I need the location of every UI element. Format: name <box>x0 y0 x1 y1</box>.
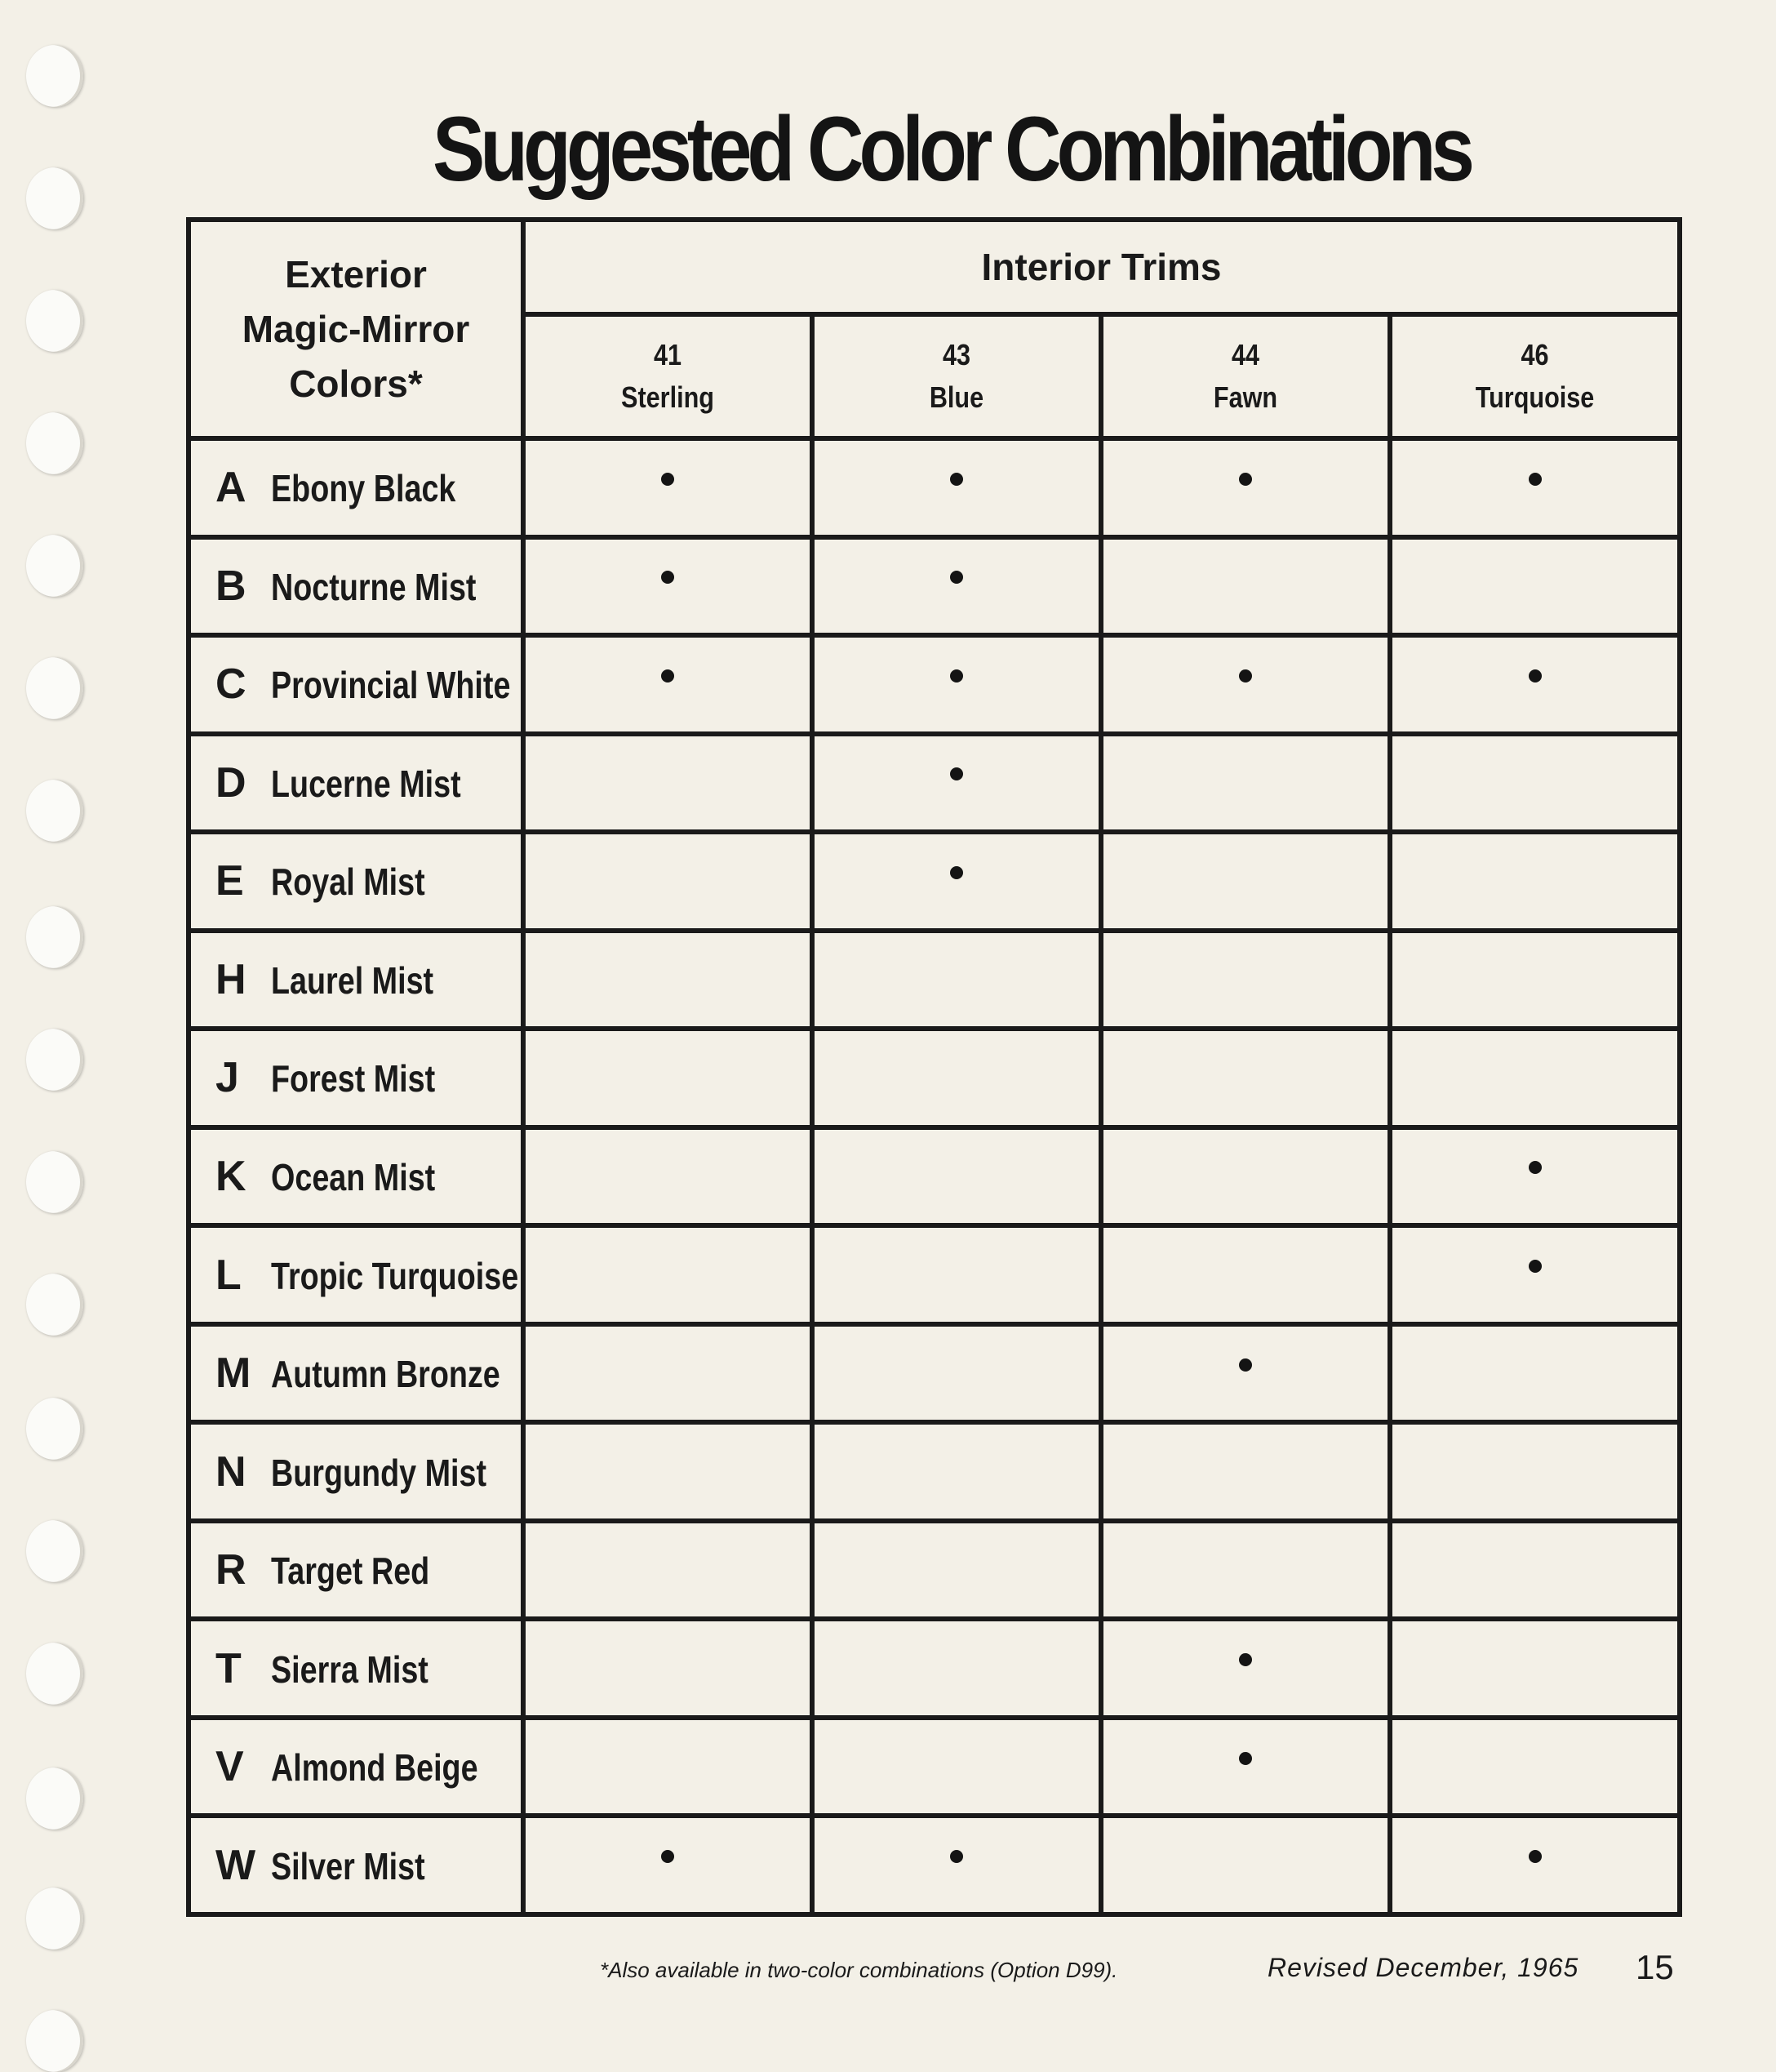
exterior-color-cell <box>189 1225 523 1324</box>
trim-code: 41 <box>653 338 682 371</box>
combination-cell <box>812 1127 1101 1226</box>
color-code: J <box>215 1054 239 1102</box>
combination-cell <box>523 635 812 734</box>
combination-cell <box>1101 1718 1390 1816</box>
color-code: R <box>215 1546 246 1594</box>
exterior-color-cell <box>189 635 523 734</box>
combination-cell <box>812 1225 1101 1324</box>
exterior-color-cell <box>189 1816 523 1914</box>
exterior-color-cell <box>189 1324 523 1423</box>
binder-hole <box>26 1029 83 1091</box>
combination-cell <box>812 1619 1101 1718</box>
combination-cell <box>812 734 1101 833</box>
binder-hole <box>26 1151 83 1213</box>
combination-cell <box>523 1521 812 1620</box>
page-title <box>131 96 1658 202</box>
color-name: Provincial White <box>271 664 511 707</box>
color-code: C <box>215 660 246 709</box>
combination-cell <box>523 1127 812 1226</box>
combination-cell <box>1390 1521 1680 1620</box>
available-dot-icon <box>1239 1358 1252 1372</box>
available-dot-icon <box>1239 473 1252 486</box>
binder-hole <box>26 167 83 229</box>
binder-hole <box>26 657 83 719</box>
table-row <box>189 1127 1680 1226</box>
color-name: Laurel Mist <box>271 958 434 1002</box>
combination-cell <box>1390 537 1680 636</box>
trim-name: Fawn <box>1213 380 1278 414</box>
table-row <box>189 1816 1680 1914</box>
binder-hole <box>26 1643 83 1705</box>
color-code: H <box>215 955 246 1003</box>
color-name: Nocturne Mist <box>271 565 477 608</box>
binder-hole <box>26 1887 83 1950</box>
page-number: 15 <box>1636 1948 1674 1986</box>
binder-hole <box>26 906 83 968</box>
table-row <box>189 537 1680 636</box>
table-row <box>189 1718 1680 1816</box>
trim-name: Turquoise <box>1475 380 1595 414</box>
color-combination-table <box>186 217 1682 1917</box>
table-row <box>189 1619 1680 1718</box>
corner-header-line: Magic-Mirror <box>242 307 470 350</box>
combination-cell <box>1101 931 1390 1029</box>
combination-cell <box>1390 832 1680 931</box>
combination-cell <box>523 832 812 931</box>
table-row <box>189 1029 1680 1127</box>
combination-cell <box>523 438 812 537</box>
combination-cell <box>812 931 1101 1029</box>
table-row <box>189 1225 1680 1324</box>
available-dot-icon <box>1529 1260 1542 1273</box>
combination-cell <box>1390 1127 1680 1226</box>
color-name: Royal Mist <box>271 860 425 904</box>
binder-hole <box>26 412 83 474</box>
exterior-color-cell <box>189 931 523 1029</box>
color-name: Autumn Bronze <box>271 1353 500 1396</box>
color-code: E <box>215 857 244 905</box>
binder-hole <box>26 1398 83 1460</box>
combination-cell <box>523 1029 812 1127</box>
combination-cell <box>812 1521 1101 1620</box>
combination-cell <box>523 931 812 1029</box>
color-name: Ocean Mist <box>271 1155 436 1198</box>
combination-cell <box>812 832 1101 931</box>
combination-cell <box>1101 832 1390 931</box>
available-dot-icon <box>950 866 963 879</box>
exterior-color-cell <box>189 832 523 931</box>
available-dot-icon <box>661 473 674 486</box>
color-name: Ebony Black <box>271 467 456 510</box>
table-row <box>189 438 1680 537</box>
available-dot-icon <box>1529 669 1542 683</box>
trim-header-43 <box>812 314 1101 438</box>
binder-hole <box>26 1767 83 1830</box>
footnote: *Also available in two-color combinations (Option D99). <box>600 1958 1118 1982</box>
combination-cell <box>1101 1324 1390 1423</box>
color-name: Forest Mist <box>271 1057 436 1100</box>
combination-cell <box>812 438 1101 537</box>
binder-hole <box>26 45 83 107</box>
trim-header-46 <box>1390 314 1680 438</box>
color-code: M <box>215 1349 251 1398</box>
color-code: N <box>215 1447 246 1496</box>
binder-holes <box>0 0 106 2071</box>
color-code: A <box>215 464 246 512</box>
revision-date: Revised December, 1965 <box>1268 1953 1579 1982</box>
combination-cell <box>1101 1422 1390 1521</box>
color-code: V <box>215 1743 244 1791</box>
binder-hole <box>26 535 83 597</box>
exterior-color-cell <box>189 537 523 636</box>
binder-hole <box>26 1274 83 1336</box>
exterior-color-cell <box>189 1718 523 1816</box>
binder-hole <box>26 1520 83 1582</box>
available-dot-icon <box>661 1850 674 1863</box>
available-dot-icon <box>1239 1752 1252 1765</box>
available-dot-icon <box>950 669 963 683</box>
available-dot-icon <box>1529 473 1542 486</box>
combination-cell <box>1390 1422 1680 1521</box>
corner-header-line: Colors* <box>289 362 423 405</box>
binder-hole <box>26 2010 83 2072</box>
combination-cell <box>523 1619 812 1718</box>
corner-header-line: Exterior <box>285 252 427 296</box>
exterior-color-cell <box>189 1127 523 1226</box>
combination-cell <box>1390 1816 1680 1914</box>
combination-cell <box>1390 1619 1680 1718</box>
exterior-color-cell <box>189 1422 523 1521</box>
binder-hole <box>26 780 83 842</box>
combination-cell <box>1101 1127 1390 1226</box>
combination-cell <box>523 1718 812 1816</box>
color-code: D <box>215 758 246 807</box>
table-row <box>189 1324 1680 1423</box>
available-dot-icon <box>950 473 963 486</box>
combination-cell <box>1101 1521 1390 1620</box>
color-name: Burgundy Mist <box>271 1451 487 1494</box>
combination-cell <box>523 1225 812 1324</box>
trim-header-44 <box>1101 314 1390 438</box>
color-code: K <box>215 1152 246 1200</box>
combination-cell <box>1101 1225 1390 1324</box>
color-name: Sierra Mist <box>271 1647 428 1691</box>
color-code: B <box>215 562 246 610</box>
trim-name: Blue <box>929 380 984 414</box>
combination-cell <box>1101 1816 1390 1914</box>
combination-cell <box>1390 635 1680 734</box>
trim-code: 46 <box>1521 338 1549 371</box>
combination-cell <box>812 1029 1101 1127</box>
table-body <box>189 438 1680 1914</box>
combination-cell <box>1390 734 1680 833</box>
trim-header-41 <box>523 314 812 438</box>
interior-trims-header: Interior Trims <box>523 220 1680 314</box>
combination-cell <box>812 635 1101 734</box>
combination-cell <box>1390 438 1680 537</box>
available-dot-icon <box>661 669 674 683</box>
color-code: W <box>215 1841 256 1889</box>
exterior-color-cell <box>189 1521 523 1620</box>
combination-cell <box>1101 438 1390 537</box>
table-row <box>189 1422 1680 1521</box>
combination-cell <box>1101 1619 1390 1718</box>
combination-cell <box>812 1324 1101 1423</box>
combination-cell <box>812 537 1101 636</box>
table-header-row <box>189 220 1680 314</box>
color-code: L <box>215 1251 242 1299</box>
color-name: Almond Beige <box>271 1746 478 1790</box>
combination-cell <box>1390 931 1680 1029</box>
available-dot-icon <box>661 571 674 584</box>
available-dot-icon <box>1239 669 1252 683</box>
table-row <box>189 832 1680 931</box>
trim-code: 44 <box>1231 338 1260 371</box>
combination-cell <box>1390 1225 1680 1324</box>
combination-cell <box>523 537 812 636</box>
combination-cell <box>812 1718 1101 1816</box>
exterior-color-cell <box>189 1029 523 1127</box>
combination-cell <box>812 1816 1101 1914</box>
available-dot-icon <box>950 767 963 780</box>
table-row <box>189 1521 1680 1620</box>
combination-cell <box>1101 635 1390 734</box>
color-name: Tropic Turquoise <box>271 1254 519 1297</box>
combination-cell <box>812 1422 1101 1521</box>
exterior-color-cell <box>189 1619 523 1718</box>
combination-cell <box>1101 537 1390 636</box>
combination-cell <box>1390 1718 1680 1816</box>
table-row <box>189 635 1680 734</box>
combination-cell <box>1390 1029 1680 1127</box>
exterior-color-cell <box>189 438 523 537</box>
available-dot-icon <box>1529 1161 1542 1174</box>
color-name: Target Red <box>271 1550 430 1593</box>
available-dot-icon <box>950 1850 963 1863</box>
combination-cell <box>523 1816 812 1914</box>
exterior-color-cell <box>189 734 523 833</box>
combination-cell <box>1101 734 1390 833</box>
combination-cell <box>523 1324 812 1423</box>
available-dot-icon <box>950 571 963 584</box>
trim-code: 43 <box>942 338 971 371</box>
available-dot-icon <box>1529 1850 1542 1863</box>
color-code: T <box>215 1644 242 1692</box>
binder-hole <box>26 290 83 352</box>
combination-cell <box>523 734 812 833</box>
combination-cell <box>1390 1324 1680 1423</box>
exterior-colors-header <box>189 220 523 438</box>
available-dot-icon <box>1239 1653 1252 1666</box>
combination-cell <box>1101 1029 1390 1127</box>
title-text: Suggested Color Combinations <box>433 98 1470 200</box>
table-row <box>189 734 1680 833</box>
trim-name: Sterling <box>621 380 714 414</box>
combination-cell <box>523 1422 812 1521</box>
color-name: Lucerne Mist <box>271 762 461 805</box>
table-row <box>189 931 1680 1029</box>
color-name: Silver Mist <box>271 1844 425 1887</box>
